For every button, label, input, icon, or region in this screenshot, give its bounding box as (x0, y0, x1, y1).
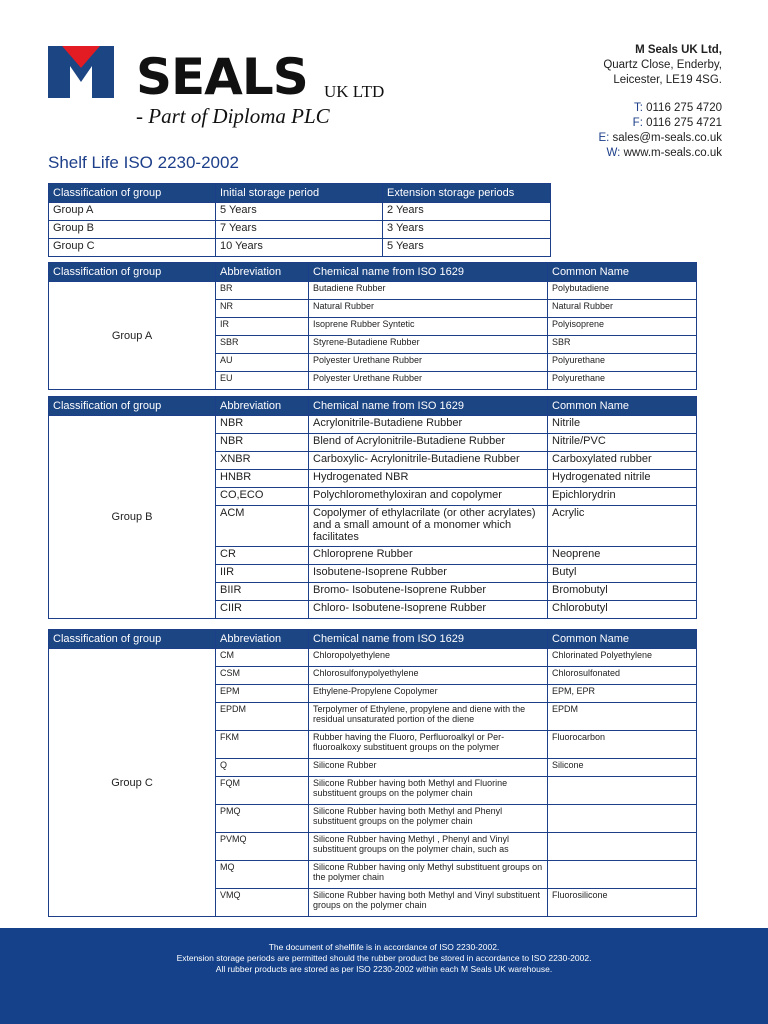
header-abbreviation: Abbreviation (216, 397, 309, 416)
chemical-name-cell: Natural Rubber (309, 300, 548, 318)
chemical-name-cell: Isoprene Rubber Syntetic (309, 318, 548, 336)
abbreviation-cell: EPM (216, 685, 309, 703)
telephone-line (598, 101, 722, 116)
website-line (598, 146, 722, 161)
contact-block (598, 43, 722, 161)
chemical-name-cell: Copolymer of ethylacrilate (or other acrylates) and a small amount of a monomer which facilitates (309, 506, 548, 547)
abbreviation-cell: XNBR (216, 452, 309, 470)
header-common-name: Common Name (548, 263, 697, 282)
abbreviation-cell: NBR (216, 416, 309, 434)
group-b-table (48, 396, 697, 619)
common-name-cell: Fluorosilicone (548, 889, 697, 917)
chemical-name-cell: Polychloromethyloxiran and copolymer (309, 488, 548, 506)
header-common-name: Common Name (548, 397, 697, 416)
common-name-cell: Polyisoprene (548, 318, 697, 336)
chemical-name-cell: Ethylene-Propylene Copolymer (309, 685, 548, 703)
chemical-name-cell: Chloropolyethylene (309, 649, 548, 667)
header-chemical-name: Chemical name from ISO 1629 (309, 397, 548, 416)
chemical-name-cell: Terpolymer of Ethylene, propylene and diene with the residual unsaturated portion of the diene (309, 703, 548, 731)
common-name-cell: SBR (548, 336, 697, 354)
abbreviation-cell: CSM (216, 667, 309, 685)
common-name-cell: Polyurethane (548, 354, 697, 372)
email-line (598, 131, 722, 146)
header-classification: Classification of group (49, 184, 216, 203)
common-name-cell: Butyl (548, 565, 697, 583)
abbreviation-cell: AU (216, 354, 309, 372)
email-label: E: (598, 132, 610, 144)
chemical-name-cell: Silicone Rubber (309, 759, 548, 777)
fax-number: 0116 275 4721 (646, 117, 722, 129)
table-cell: Group C (49, 239, 216, 257)
abbreviation-cell: FQM (216, 777, 309, 805)
logo-tagline: - Part of Diploma PLC (136, 104, 330, 128)
chemical-name-cell: Chloroprene Rubber (309, 547, 548, 565)
chemical-name-cell: Silicone Rubber having Methyl , Phenyl and Vinyl substituent groups on the polymer chain, such as (309, 833, 548, 861)
common-name-cell: Hydrogenated nitrile (548, 470, 697, 488)
abbreviation-cell: CO,ECO (216, 488, 309, 506)
chemical-name-cell: Acrylonitrile-Butadiene Rubber (309, 416, 548, 434)
table-cell: 10 Years (216, 239, 383, 257)
telephone-label: T: (633, 102, 643, 114)
address-line-1: Quartz Close, Enderby, (603, 59, 722, 71)
website-label: W: (606, 147, 621, 159)
abbreviation-cell: HNBR (216, 470, 309, 488)
header-chemical-name: Chemical name from ISO 1629 (309, 263, 548, 282)
common-name-cell: Acrylic (548, 506, 697, 547)
common-name-cell: Nitrile/PVC (548, 434, 697, 452)
table-header-row (49, 263, 697, 282)
common-name-cell: Silicone (548, 759, 697, 777)
email-link[interactable]: sales@m-seals.co.uk (612, 132, 722, 144)
common-name-cell (548, 861, 697, 889)
group-name-cell: Group A (49, 282, 216, 390)
footer-notice (0, 928, 768, 1024)
table-header-row (49, 630, 697, 649)
table-row (49, 649, 697, 667)
header-classification: Classification of group (49, 263, 216, 282)
header-abbreviation: Abbreviation (216, 263, 309, 282)
chemical-name-cell: Styrene-Butadiene Rubber (309, 336, 548, 354)
table-row (49, 221, 551, 239)
group-c-table (48, 629, 697, 917)
table-header-row (49, 184, 551, 203)
address-line-2: Leicester, LE19 4SG. (613, 74, 722, 86)
logo-wordmark: SEALS (136, 48, 308, 106)
chemical-name-cell: Hydrogenated NBR (309, 470, 548, 488)
header-classification: Classification of group (49, 630, 216, 649)
table-row (49, 239, 551, 257)
table-cell: 7 Years (216, 221, 383, 239)
common-name-cell: Chlorobutyl (548, 601, 697, 619)
common-name-cell: Fluorocarbon (548, 731, 697, 759)
storage-period-table (48, 183, 551, 257)
abbreviation-cell: PMQ (216, 805, 309, 833)
common-name-cell: Chlorinated Polyethylene (548, 649, 697, 667)
common-name-cell: Polyurethane (548, 372, 697, 390)
company-name: M Seals UK Ltd, (635, 44, 722, 56)
fax-label: F: (632, 117, 643, 129)
abbreviation-cell: EPDM (216, 703, 309, 731)
abbreviation-cell: IIR (216, 565, 309, 583)
header-abbreviation: Abbreviation (216, 630, 309, 649)
abbreviation-cell: CR (216, 547, 309, 565)
footer-line: All rubber products are stored as per ISO 2230-2002 within each M Seals UK warehouse. (215, 964, 553, 974)
chemical-name-cell: Blend of Acrylonitrile-Butadiene Rubber (309, 434, 548, 452)
page-title: Shelf Life ISO 2230-2002 (48, 153, 239, 172)
abbreviation-cell: Q (216, 759, 309, 777)
footer-line: The document of shelflife is in accordance of ISO 2230-2002. (268, 942, 500, 952)
table-cell: Group B (49, 221, 216, 239)
chemical-name-cell: Isobutene-Isoprene Rubber (309, 565, 548, 583)
abbreviation-cell: VMQ (216, 889, 309, 917)
m-logo-icon (48, 46, 114, 98)
common-name-cell: Nitrile (548, 416, 697, 434)
abbreviation-cell: CIIR (216, 601, 309, 619)
chemical-name-cell: Polyester Urethane Rubber (309, 372, 548, 390)
abbreviation-cell: BR (216, 282, 309, 300)
website-link[interactable]: www.m-seals.co.uk (623, 147, 722, 159)
common-name-cell: EPM, EPR (548, 685, 697, 703)
header-extension-storage: Extension storage periods (383, 184, 551, 203)
common-name-cell: Chlorosulfonated (548, 667, 697, 685)
abbreviation-cell: CM (216, 649, 309, 667)
abbreviation-cell: EU (216, 372, 309, 390)
chemical-name-cell: Chlorosulfonypolyethylene (309, 667, 548, 685)
chemical-name-cell: Rubber having the Fluoro, Perfluoroalkyl or Per-fluoroalkoxy substituent groups on the polymer (309, 731, 548, 759)
abbreviation-cell: FKM (216, 731, 309, 759)
abbreviation-cell: PVMQ (216, 833, 309, 861)
chemical-name-cell: Silicone Rubber having both Methyl and Vinyl substituent groups on the polymer chain (309, 889, 548, 917)
common-name-cell: Neoprene (548, 547, 697, 565)
header-classification: Classification of group (49, 397, 216, 416)
chemical-name-cell: Chloro- Isobutene-Isoprene Rubber (309, 601, 548, 619)
common-name-cell: Polybutadiene (548, 282, 697, 300)
group-name-cell: Group B (49, 416, 216, 619)
abbreviation-cell: NBR (216, 434, 309, 452)
telephone-number: 0116 275 4720 (646, 102, 722, 114)
common-name-cell (548, 833, 697, 861)
logo-uk-ltd: UK LTD (324, 82, 385, 101)
abbreviation-cell: ACM (216, 506, 309, 547)
abbreviation-cell: BIIR (216, 583, 309, 601)
chemical-name-cell: Silicone Rubber having both Methyl and Phenyl substituent groups on the polymer chain (309, 805, 548, 833)
common-name-cell: EPDM (548, 703, 697, 731)
table-row (49, 203, 551, 221)
table-cell: 3 Years (383, 221, 551, 239)
common-name-cell: Carboxylated rubber (548, 452, 697, 470)
table-cell: 5 Years (216, 203, 383, 221)
common-name-cell (548, 777, 697, 805)
chemical-name-cell: Polyester Urethane Rubber (309, 354, 548, 372)
abbreviation-cell: NR (216, 300, 309, 318)
table-cell: Group A (49, 203, 216, 221)
table-row (49, 282, 697, 300)
table-cell: 5 Years (383, 239, 551, 257)
abbreviation-cell: SBR (216, 336, 309, 354)
abbreviation-cell: MQ (216, 861, 309, 889)
chemical-name-cell: Silicone Rubber having both Methyl and Fluorine substituent groups on the polymer chain (309, 777, 548, 805)
abbreviation-cell: IR (216, 318, 309, 336)
common-name-cell: Natural Rubber (548, 300, 697, 318)
table-row (49, 416, 697, 434)
common-name-cell (548, 805, 697, 833)
chemical-name-cell: Bromo- Isobutene-Isoprene Rubber (309, 583, 548, 601)
header-initial-storage: Initial storage period (216, 184, 383, 203)
common-name-cell: Epichlorydrin (548, 488, 697, 506)
group-name-cell: Group C (49, 649, 216, 917)
chemical-name-cell: Silicone Rubber having only Methyl substituent groups on the polymer chain (309, 861, 548, 889)
header-common-name: Common Name (548, 630, 697, 649)
table-header-row (49, 397, 697, 416)
chemical-name-cell: Butadiene Rubber (309, 282, 548, 300)
header-chemical-name: Chemical name from ISO 1629 (309, 630, 548, 649)
common-name-cell: Bromobutyl (548, 583, 697, 601)
group-a-table (48, 262, 697, 390)
table-cell: 2 Years (383, 203, 551, 221)
chemical-name-cell: Carboxylic- Acrylonitrile-Butadiene Rubber (309, 452, 548, 470)
fax-line (598, 116, 722, 131)
footer-line: Extension storage periods are permitted should the rubber product be stored in accordance to ISO 2230-2002. (176, 953, 592, 963)
